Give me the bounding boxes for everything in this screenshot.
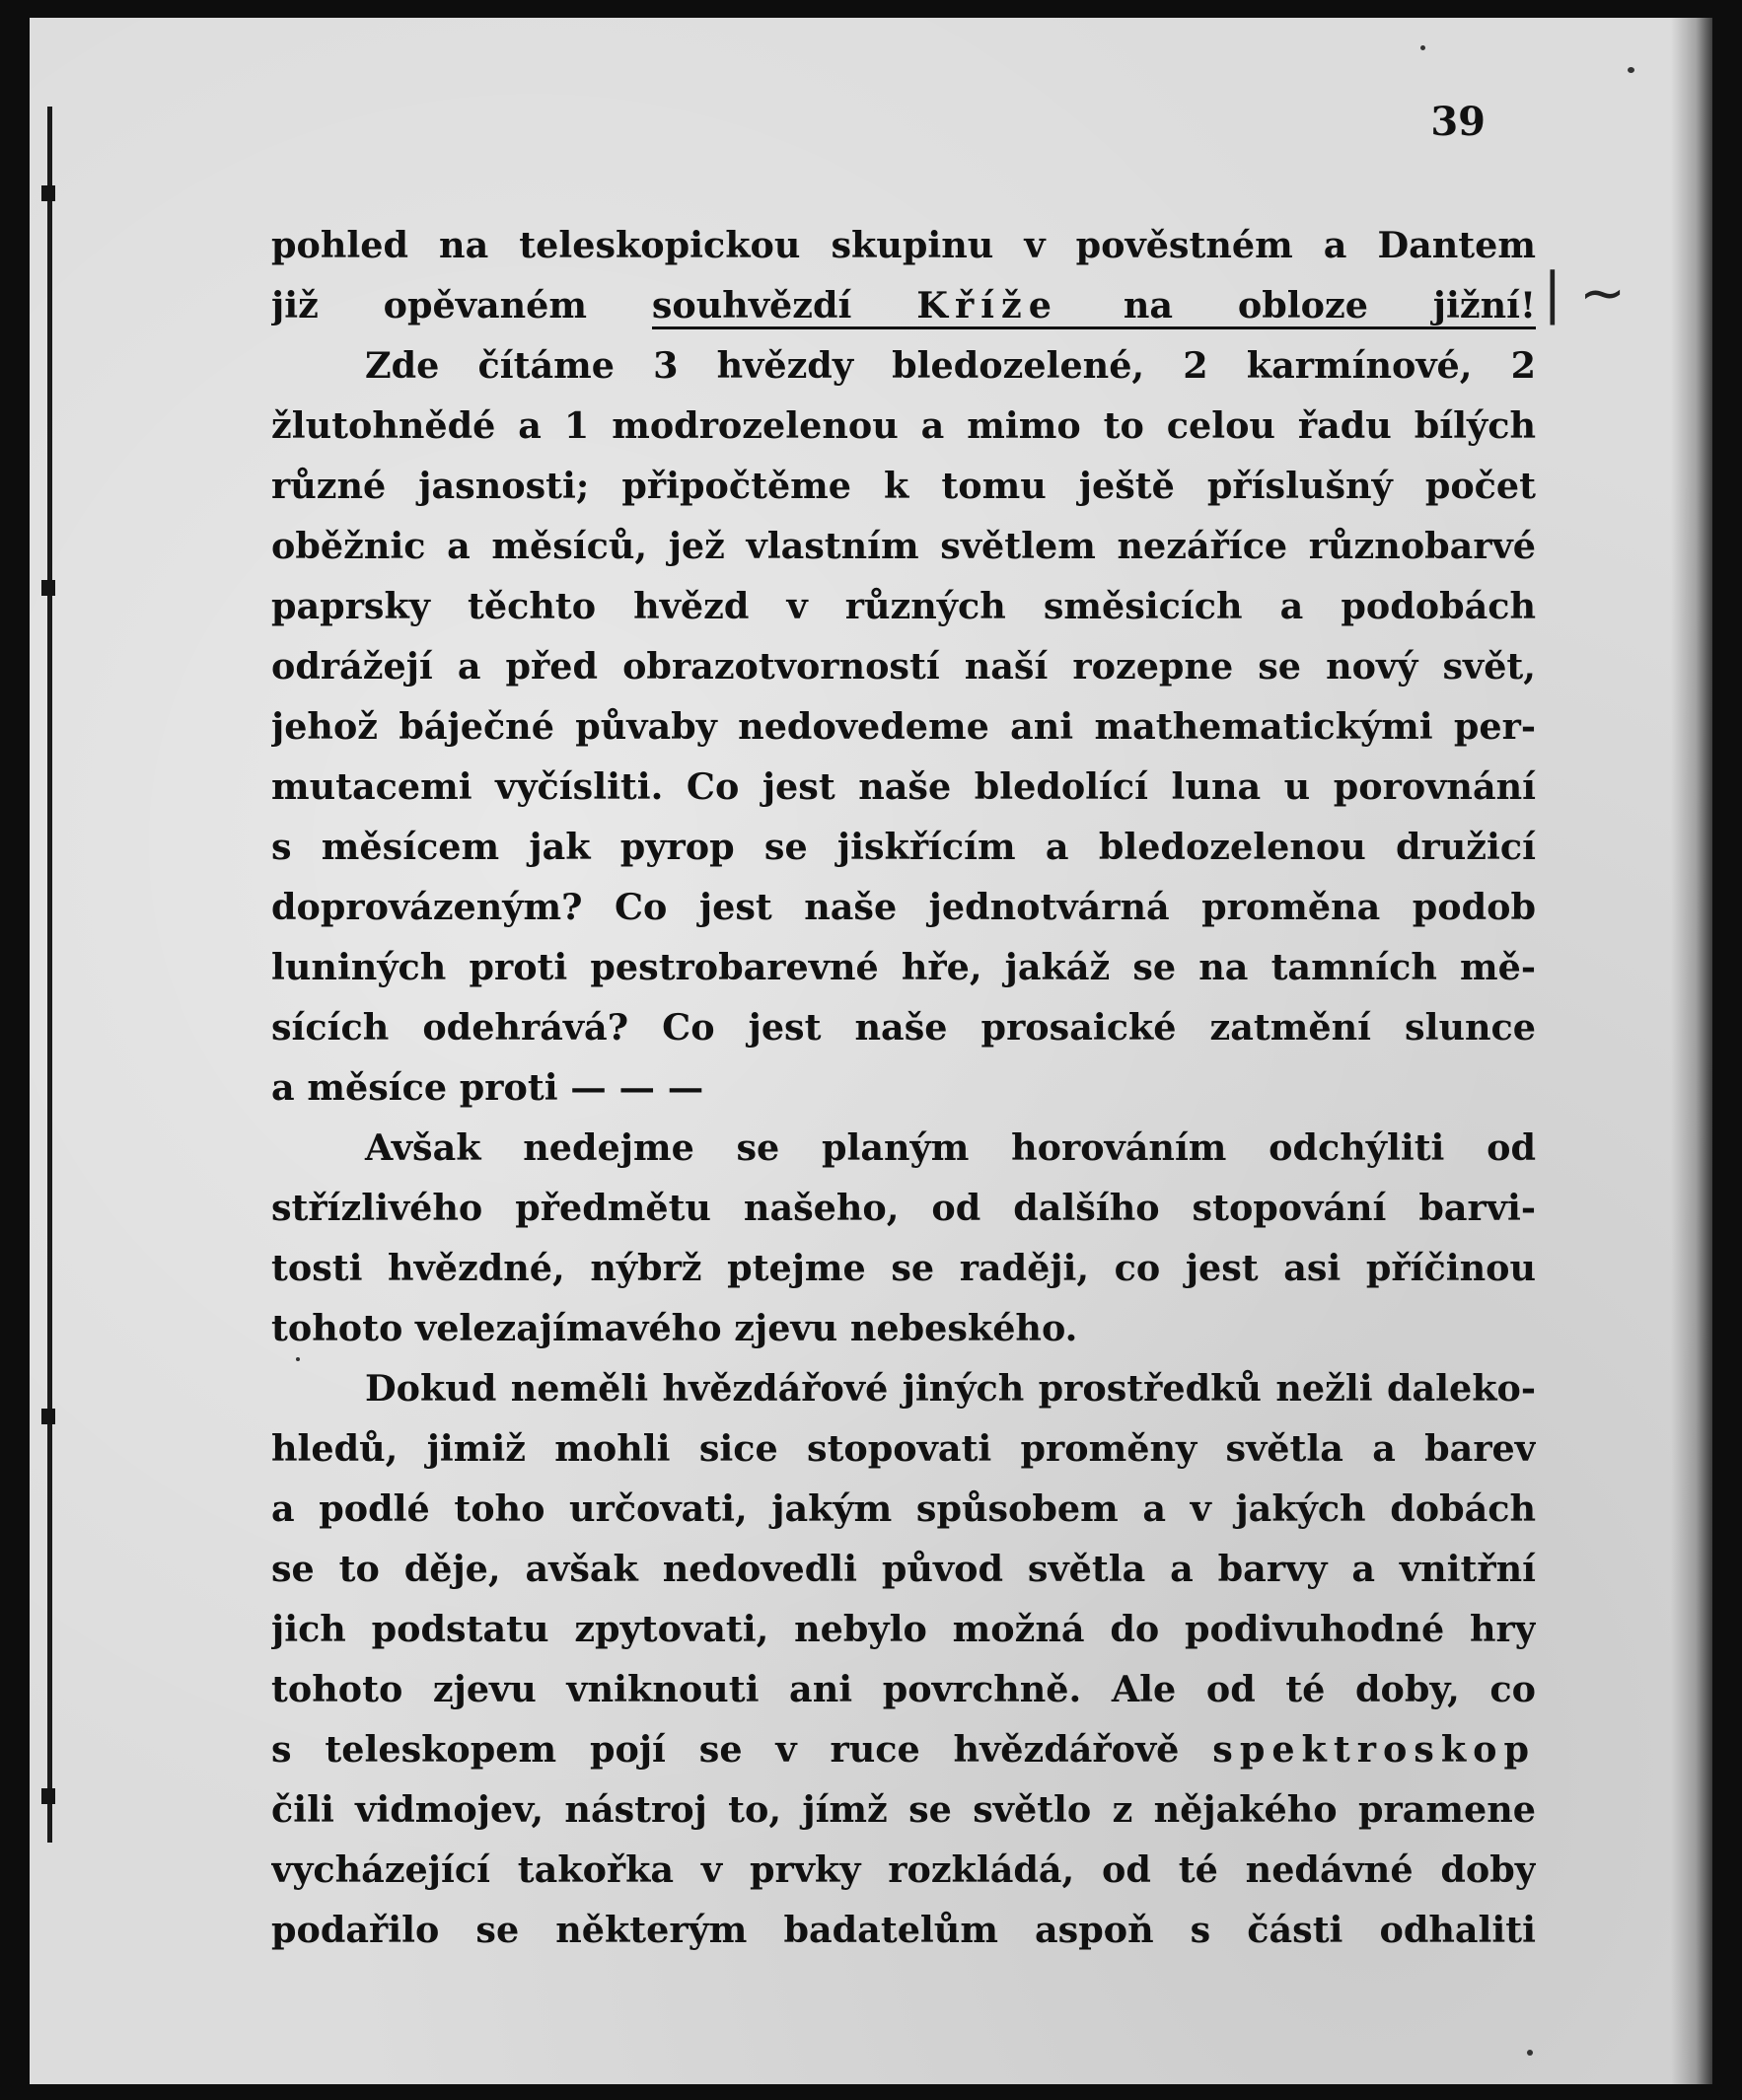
text-line: tosti hvězdné, nýbrž ptejme se raději, co jest asi příčinou — [271, 1247, 1536, 1289]
text-line: s měsícem jak pyrop se jiskřícím a bledozelenou družicí — [271, 826, 1536, 868]
text-line — [271, 1719, 1536, 1779]
text-line: čili vidmojev, nástroj to, jímž se světlo z nějakého pramene — [271, 1788, 1536, 1831]
text-line: Zde čítáme 3 hvězdy bledozelené, 2 karmínové, 2 — [365, 344, 1536, 387]
text-line: tohoto velezajímavého zjevu nebeského. — [271, 1307, 1078, 1349]
binding-notch — [41, 1788, 55, 1804]
text-line: odrážejí a před obrazotvorností naší rozepne se nový svět, — [271, 645, 1536, 688]
text-line: paprsky těchto hvězd v různých směsicích a podobách — [271, 585, 1536, 627]
text-line: jich podstatu zpytovati, nebylo možná do podivuhodné hry — [271, 1608, 1536, 1650]
binding-notch — [41, 580, 55, 596]
margin-annotation: | ~ — [1543, 261, 1626, 326]
text-line: Dokud neměli hvězdářové jiných prostředků nežli daleko- — [365, 1367, 1536, 1410]
text-line: se to děje, avšak nedovedli původ světla a barvy a vnitřní — [271, 1548, 1536, 1590]
text-segment: s teleskopem pojí se v ruce hvězdářově — [271, 1728, 1213, 1771]
binding-line — [47, 107, 52, 1843]
text-line: pohled na teleskopickou skupinu v pověstném a Dantem — [271, 224, 1536, 266]
text-line: doprovázeným? Co jest naše jednotvárná proměna podob — [271, 886, 1536, 928]
text-line: a podlé toho určovati, jakým spůsobem a v jakých dobách — [271, 1487, 1536, 1530]
body-text — [271, 215, 1536, 1960]
binding-notch — [41, 1409, 55, 1424]
text-line: vycházející takořka v prvky rozkládá, od té nedávné doby — [271, 1848, 1536, 1891]
text-segment: již opěvaném — [271, 284, 652, 326]
page-edge-shadow — [1671, 18, 1712, 2084]
text-line: tohoto zjevu vniknouti ani povrchně. Ale od té doby, co — [271, 1668, 1536, 1710]
text-line: hledů, jimiž mohli sice stopovati proměny světla a barev — [271, 1427, 1536, 1470]
scanned-page — [30, 18, 1712, 2084]
text-line: střízlivého předmětu našeho, od dalšího stopování barvi- — [271, 1187, 1536, 1229]
text-line: luniných proti pestrobarevné hře, jakáž se na tamních mě- — [271, 946, 1536, 988]
text-line: oběžnic a měsíců, jež vlastním světlem nezáříce různobarvé — [271, 525, 1536, 567]
speck — [1420, 45, 1425, 50]
text-line: Avšak nedejme se planým horováním odchýliti od — [365, 1126, 1536, 1169]
text-line: žlutohnědé a 1 modrozelenou a mimo to celou řadu bílých — [271, 404, 1536, 447]
page-number: 39 — [1430, 99, 1486, 145]
text-line: mutacemi vyčísliti. Co jest naše bledolící luna u porovnání — [271, 765, 1536, 808]
text-line — [271, 275, 1536, 335]
speck — [1527, 2050, 1533, 2056]
text-segment: na obloze jižní! — [1058, 284, 1536, 329]
text-line: jehož báječné půvaby nedovedeme ani mathematickými per- — [271, 705, 1536, 748]
text-line: různé jasnosti; připočtěme k tomu ještě příslušný počet — [271, 465, 1536, 507]
text-line: a měsíce proti — — — — [271, 1066, 704, 1109]
text-line: podařilo se některým badatelům aspoň s části odhaliti — [271, 1909, 1536, 1951]
text-segment: spektroskop — [1212, 1728, 1536, 1771]
speck — [1628, 67, 1634, 73]
text-segment: souhvězdí — [652, 284, 916, 329]
text-segment: Kříže — [916, 284, 1058, 329]
binding-notch — [41, 185, 55, 201]
text-line: sících odehrává? Co jest naše prosaické zatmění slunce — [271, 1006, 1536, 1049]
